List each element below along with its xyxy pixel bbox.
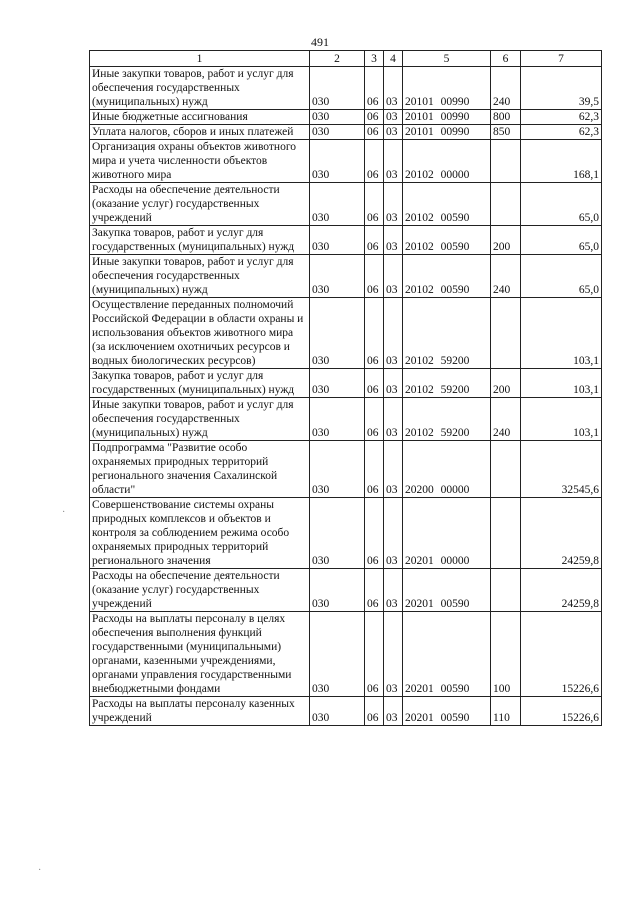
row-amount: 15226,6 <box>521 697 602 726</box>
row-amount: 62,3 <box>521 110 602 125</box>
table-row <box>90 226 602 255</box>
row-subsection-code: 03 <box>384 110 403 125</box>
row-subsection-code: 03 <box>384 298 403 369</box>
column-header-rz: 3 <box>365 51 384 67</box>
row-amount: 24259,8 <box>521 569 602 612</box>
row-name: Иные закупки товаров, работ и услуг для обеспечения государственных (муниципальных) нужд <box>90 255 310 298</box>
row-ved-code: 030 <box>310 498 365 569</box>
row-section-code: 06 <box>365 140 384 183</box>
table-row <box>90 67 602 110</box>
row-ved-code: 030 <box>310 369 365 398</box>
row-name: Иные закупки товаров, работ и услуг для обеспечения государственных (муниципальных) нужд <box>90 398 310 441</box>
row-subsection-code: 03 <box>384 226 403 255</box>
row-expense-type-code <box>491 183 521 226</box>
row-subsection-code: 03 <box>384 369 403 398</box>
row-ved-code: 030 <box>310 226 365 255</box>
row-expense-type-code <box>491 441 521 498</box>
row-subsection-code: 03 <box>384 569 403 612</box>
row-amount: 65,0 <box>521 226 602 255</box>
row-amount: 15226,6 <box>521 612 602 697</box>
column-header-vr: 6 <box>491 51 521 67</box>
row-section-code: 06 <box>365 67 384 110</box>
column-header-ved: 2 <box>310 51 365 67</box>
row-name: Иные закупки товаров, работ и услуг для обеспечения государственных (муниципальных) нужд <box>90 67 310 110</box>
row-ved-code: 030 <box>310 612 365 697</box>
row-ved-code: 030 <box>310 67 365 110</box>
row-name: Расходы на обеспечение деятельности (оказание услуг) государственных учреждений <box>90 569 310 612</box>
row-section-code: 06 <box>365 697 384 726</box>
row-target-article-code: 20102 00590 <box>403 183 491 226</box>
row-target-article-code: 20200 00000 <box>403 441 491 498</box>
row-expense-type-code <box>491 140 521 183</box>
row-expense-type-code <box>491 298 521 369</box>
row-name: Осуществление переданных полномочий Российской Федерации в области охраны и использования объектов животного мира (за исключением охотничьих ресурсов и водных биологических ресурсов) <box>90 298 310 369</box>
row-name: Подпрограмма "Развитие особо охраняемых природных территорий регионального значения Сахалинской области" <box>90 441 310 498</box>
row-amount: 62,3 <box>521 125 602 140</box>
row-ved-code: 030 <box>310 697 365 726</box>
row-amount: 103,1 <box>521 298 602 369</box>
row-amount: 32545,6 <box>521 441 602 498</box>
row-name: Иные бюджетные ассигнования <box>90 110 310 125</box>
row-ved-code: 030 <box>310 298 365 369</box>
table-row <box>90 569 602 612</box>
header-row <box>90 51 602 67</box>
scan-speck: · <box>38 865 42 876</box>
table-row <box>90 110 602 125</box>
row-amount: 168,1 <box>521 140 602 183</box>
row-ved-code: 030 <box>310 125 365 140</box>
table-row <box>90 398 602 441</box>
row-expense-type-code: 850 <box>491 125 521 140</box>
row-target-article-code: 20101 00990 <box>403 125 491 140</box>
row-section-code: 06 <box>365 498 384 569</box>
row-name: Расходы на выплаты персоналу казенных учреждений <box>90 697 310 726</box>
row-expense-type-code <box>491 498 521 569</box>
row-expense-type-code: 240 <box>491 255 521 298</box>
row-ved-code: 030 <box>310 140 365 183</box>
scan-speck: · <box>62 507 66 518</box>
table-row <box>90 298 602 369</box>
row-expense-type-code: 200 <box>491 226 521 255</box>
column-header-name: 1 <box>90 51 310 67</box>
row-subsection-code: 03 <box>384 441 403 498</box>
table-row <box>90 183 602 226</box>
row-subsection-code: 03 <box>384 67 403 110</box>
row-ved-code: 030 <box>310 255 365 298</box>
row-name: Закупка товаров, работ и услуг для государственных (муниципальных) нужд <box>90 226 310 255</box>
row-amount: 39,5 <box>521 67 602 110</box>
row-amount: 103,1 <box>521 369 602 398</box>
row-target-article-code: 20101 00990 <box>403 110 491 125</box>
row-subsection-code: 03 <box>384 125 403 140</box>
row-target-article-code: 20201 00590 <box>403 569 491 612</box>
row-section-code: 06 <box>365 183 384 226</box>
budget-table <box>89 50 602 726</box>
table-row <box>90 441 602 498</box>
row-ved-code: 030 <box>310 441 365 498</box>
row-name: Организация охраны объектов животного мира и учета численности объектов животного мира <box>90 140 310 183</box>
row-target-article-code: 20201 00590 <box>403 697 491 726</box>
row-name: Совершенствование системы охраны природных комплексов и объектов и контроля за соблюдением режима особо охраняемых природных территорий регионального значения <box>90 498 310 569</box>
table-row <box>90 255 602 298</box>
row-target-article-code: 20201 00590 <box>403 612 491 697</box>
table-row <box>90 140 602 183</box>
column-header-sum: 7 <box>521 51 602 67</box>
row-target-article-code: 20101 00990 <box>403 67 491 110</box>
row-expense-type-code: 110 <box>491 697 521 726</box>
row-amount: 103,1 <box>521 398 602 441</box>
row-expense-type-code: 240 <box>491 67 521 110</box>
row-target-article-code: 20102 00590 <box>403 255 491 298</box>
table-row <box>90 125 602 140</box>
row-expense-type-code: 240 <box>491 398 521 441</box>
row-subsection-code: 03 <box>384 255 403 298</box>
row-section-code: 06 <box>365 369 384 398</box>
column-header-csr: 5 <box>403 51 491 67</box>
row-name: Закупка товаров, работ и услуг для государственных (муниципальных) нужд <box>90 369 310 398</box>
row-section-code: 06 <box>365 255 384 298</box>
row-expense-type-code: 800 <box>491 110 521 125</box>
row-section-code: 06 <box>365 226 384 255</box>
row-section-code: 06 <box>365 398 384 441</box>
row-expense-type-code: 200 <box>491 369 521 398</box>
row-subsection-code: 03 <box>384 140 403 183</box>
row-name: Расходы на выплаты персоналу в целях обеспечения выполнения функций государственными (муниципальными) органами, казенными учреждениями, органами управления государственными внебюджетными фондами <box>90 612 310 697</box>
row-expense-type-code <box>491 569 521 612</box>
row-ved-code: 030 <box>310 398 365 441</box>
row-section-code: 06 <box>365 441 384 498</box>
row-amount: 65,0 <box>521 255 602 298</box>
column-header-pr: 4 <box>384 51 403 67</box>
table-row <box>90 369 602 398</box>
row-target-article-code: 20102 59200 <box>403 398 491 441</box>
row-subsection-code: 03 <box>384 498 403 569</box>
row-name: Уплата налогов, сборов и иных платежей <box>90 125 310 140</box>
row-ved-code: 030 <box>310 110 365 125</box>
table-row <box>90 498 602 569</box>
row-expense-type-code: 100 <box>491 612 521 697</box>
row-amount: 65,0 <box>521 183 602 226</box>
row-section-code: 06 <box>365 298 384 369</box>
row-ved-code: 030 <box>310 183 365 226</box>
row-subsection-code: 03 <box>384 612 403 697</box>
row-subsection-code: 03 <box>384 183 403 226</box>
row-section-code: 06 <box>365 569 384 612</box>
row-target-article-code: 20102 59200 <box>403 298 491 369</box>
row-section-code: 06 <box>365 125 384 140</box>
row-target-article-code: 20102 59200 <box>403 369 491 398</box>
row-target-article-code: 20201 00000 <box>403 498 491 569</box>
page-number: 491 <box>311 35 329 49</box>
row-amount: 24259,8 <box>521 498 602 569</box>
row-section-code: 06 <box>365 110 384 125</box>
row-name: Расходы на обеспечение деятельности (оказание услуг) государственных учреждений <box>90 183 310 226</box>
table-row <box>90 697 602 726</box>
row-subsection-code: 03 <box>384 697 403 726</box>
row-target-article-code: 20102 00590 <box>403 226 491 255</box>
row-target-article-code: 20102 00000 <box>403 140 491 183</box>
table-row <box>90 612 602 697</box>
row-subsection-code: 03 <box>384 398 403 441</box>
row-ved-code: 030 <box>310 569 365 612</box>
row-section-code: 06 <box>365 612 384 697</box>
